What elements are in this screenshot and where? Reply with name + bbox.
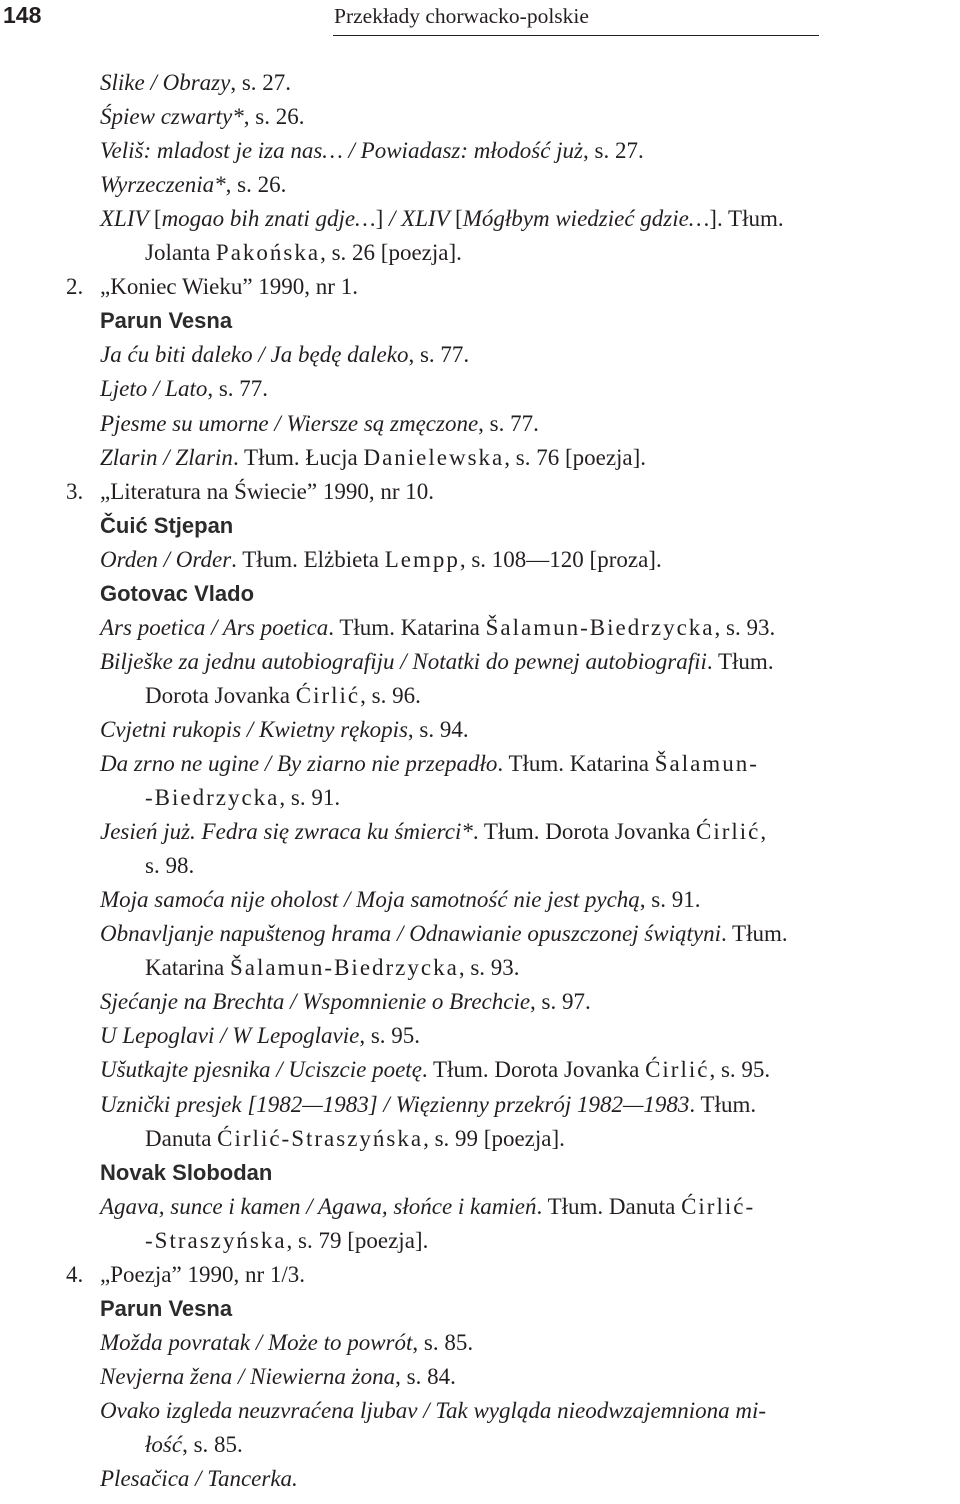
title-italic: Agava, sunce i kamen / Agawa, słońce i kamień: [100, 1193, 537, 1219]
title-italic: Cvjetni rukopis / Kwietny rękopis: [100, 716, 408, 742]
running-header-title: Przekłady chorwacko-polskie: [334, 4, 589, 28]
text-segment: „Literatura na Świecie” 1990, nr 10.: [100, 478, 435, 504]
title-italic: Ušutkajte pjesnika / Uciszcie poetę: [100, 1057, 422, 1083]
line-text: [100, 304, 232, 338]
bibliography-line: [0, 747, 960, 781]
title-italic: Ja ću biti daleko / Ja będę daleko: [100, 342, 409, 368]
bibliography-line: [0, 645, 960, 679]
title-italic: Da zrno ne ugine / By ziarno nie przepadło: [100, 751, 498, 776]
bibliography-line: [0, 611, 960, 645]
bibliography-line: [0, 713, 960, 747]
text-segment: , s. 77.: [207, 376, 269, 402]
translator-surname: Ćirlić-: [681, 1193, 756, 1219]
text-segment: . Tłum. Dorota Jovanka: [421, 1057, 646, 1083]
text-segment: . Tłum. Łucja: [232, 444, 364, 470]
text-segment: „Poezja” 1990, nr 1/3.: [100, 1261, 306, 1287]
text-segment: , s. 27.: [583, 138, 644, 164]
bibliography-line: [0, 849, 960, 883]
text-segment: , s. 85.: [412, 1329, 474, 1355]
bibliography-line: [0, 134, 960, 168]
bibliography-line: [0, 1292, 960, 1326]
entry-number: 4.: [66, 1261, 84, 1287]
bibliography-line: [0, 951, 960, 985]
text-segment: , s. 76 [poezja].: [504, 444, 647, 470]
line-text: [100, 985, 591, 1019]
title-italic: Ars poetica / Ars poetica: [100, 614, 329, 640]
line-text: [100, 1190, 755, 1224]
bibliography-line: [0, 168, 960, 202]
title-italic: Nevjerna žena / Niewierna żona: [100, 1363, 396, 1389]
text-segment: , s. 91.: [639, 887, 701, 913]
line-text: [100, 372, 268, 406]
line-text: [100, 883, 701, 917]
bibliography-line: [0, 781, 960, 815]
text-segment: ]: [375, 206, 384, 232]
line-text: [100, 1019, 420, 1053]
translator-surname: Šalamun-Biedrzycka: [485, 614, 715, 640]
line-text: [100, 168, 286, 202]
text-segment: , s. 96.: [360, 682, 421, 708]
text-segment: , s. 85.: [182, 1432, 243, 1457]
text-segment: s. 98.: [145, 853, 195, 879]
line-text: [100, 338, 469, 372]
text-segment: , s. 91.: [279, 785, 341, 811]
title-italic: XLIV: [100, 206, 154, 232]
text-segment: , s. 26.: [225, 172, 287, 198]
title-italic: Pjesme su umorne / Wiersze są zmęczone: [100, 410, 479, 436]
text-segment: , s. 26.: [243, 104, 305, 130]
bibliography-line: [0, 1122, 960, 1156]
text-segment: , s. 26 [poezja].: [320, 240, 462, 266]
title-italic: Plesačica / Tancerka.: [100, 1466, 298, 1492]
line-text: [100, 441, 646, 475]
line-text: [100, 1258, 305, 1292]
bibliography-line: [0, 66, 960, 100]
bibliography-line: [0, 1326, 960, 1360]
line-text: [100, 713, 469, 747]
author-name: Gotovac Vlado: [100, 580, 255, 606]
text-segment: . Tłum. Dorota Jovanka: [472, 819, 696, 845]
text-segment: , s. 79 [poezja].: [286, 1227, 429, 1253]
bibliography-line: [0, 441, 960, 475]
text-segment: . Tłum.: [706, 648, 774, 674]
line-text: [100, 1088, 756, 1122]
text-segment: , s. 108—120 [proza].: [459, 546, 662, 572]
line-text: [100, 1053, 770, 1087]
text-segment: . Tłum. Danuta: [536, 1193, 682, 1219]
title-italic: Zlarin / Zlarin: [100, 444, 233, 470]
line-text: [100, 270, 358, 304]
page-number: 148: [3, 2, 42, 28]
text-segment: Katarina: [145, 955, 230, 981]
bibliography-line: [0, 577, 960, 611]
bibliography-line: [0, 372, 960, 406]
bibliography-line: [0, 1394, 960, 1428]
line-text: [100, 1360, 456, 1394]
bibliography-line: [0, 100, 960, 134]
line-text: [145, 1122, 565, 1156]
bibliography-line: [0, 202, 960, 236]
author-name: Novak Slobodan: [100, 1159, 273, 1185]
line-text: [100, 509, 233, 543]
bibliography-line: [0, 1156, 960, 1190]
text-segment: . Tłum. Katarina: [328, 614, 486, 640]
bibliography-line: [0, 1360, 960, 1394]
header-rule: [333, 35, 819, 36]
bibliography-line: [0, 917, 960, 951]
bibliography-line: [0, 1258, 960, 1292]
bibliography-line: [0, 1462, 960, 1496]
line-text: [145, 849, 194, 883]
bibliography-line: [0, 985, 960, 1019]
line-text: [100, 1394, 766, 1428]
line-text: [100, 1156, 272, 1190]
author-name: Parun Vesna: [100, 308, 233, 334]
text-segment: , s. 27.: [230, 70, 292, 95]
line-text: [100, 611, 775, 645]
bibliography-line: [0, 338, 960, 372]
text-segment: Danuta: [145, 1125, 218, 1151]
translator-surname: Pakońska: [215, 240, 321, 266]
title-italic: Veliš: mladost je iza nas… / Powiadasz: młodość już: [100, 138, 584, 164]
title-italic: Wyrzeczenia*: [100, 172, 226, 198]
line-text: [100, 1292, 232, 1326]
line-text: [100, 577, 254, 611]
title-italic: Orden / Order: [100, 546, 232, 572]
line-text: [100, 645, 774, 679]
translator-surname: Šalamun-: [654, 751, 759, 776]
title-italic: Slike / Obrazy: [100, 70, 231, 95]
text-segment: . Tłum.: [720, 921, 788, 947]
text-segment: , s. 93.: [458, 955, 520, 981]
title-italic: Uznički presjek [1982—1983] / Więzienny przekrój 1982—1983: [100, 1091, 690, 1117]
title-italic: mogao bih znati gdje…: [161, 206, 376, 232]
text-segment: , s. 84.: [395, 1363, 456, 1389]
title-italic: U Lepoglavi / W Lepoglavie: [100, 1023, 360, 1049]
bibliography-line: [0, 509, 960, 543]
text-segment: , s. 99 [poezja].: [423, 1125, 565, 1151]
bibliography-line: [0, 236, 960, 270]
title-italic: Sjećanje na Brechta / Wspomnienie o Brechcie: [100, 989, 531, 1015]
title-italic: Ljeto / Lato: [100, 376, 208, 402]
translator-surname: Ćirlić: [295, 682, 361, 708]
bibliography-line: [0, 304, 960, 338]
line-text: [145, 951, 520, 985]
bibliography-line: [0, 1224, 960, 1258]
text-segment: „Koniec Wieku” 1990, nr 1.: [100, 274, 358, 300]
translator-surname: -Straszyńska: [145, 1227, 287, 1253]
text-segment: Dorota Jovanka: [145, 682, 296, 708]
line-text: [100, 407, 539, 441]
translator-surname: Ćirlić: [645, 1057, 710, 1083]
bibliography-line: [0, 1428, 960, 1462]
bibliography-line: [0, 543, 960, 577]
title-italic: Obnavljanje napuštenog hrama / Odnawianie opuszczonej świątyni: [100, 921, 721, 947]
translator-surname: Šalamun-Biedrzycka: [229, 955, 459, 981]
text-segment: , s. 95.: [709, 1057, 771, 1083]
line-text: [145, 1224, 428, 1258]
text-segment: . Tłum.: [689, 1091, 757, 1117]
text-segment: , s. 95.: [359, 1023, 421, 1049]
bibliography-line: [0, 407, 960, 441]
line-text: [100, 66, 291, 100]
text-segment: , s. 77.: [478, 410, 539, 436]
line-text: [100, 100, 304, 134]
entry-number: 3.: [66, 478, 84, 504]
line-text: [100, 747, 759, 781]
text-segment: , s. 97.: [530, 989, 591, 1015]
bibliography-line: [0, 1019, 960, 1053]
entry-number: 2.: [66, 274, 84, 300]
text-segment: , s. 93.: [714, 614, 776, 640]
author-name: Čuić Stjepan: [100, 512, 234, 538]
bibliography-line: [0, 1190, 960, 1224]
text-segment: , s. 77.: [408, 342, 470, 368]
title-italic: / XLIV: [383, 206, 456, 232]
line-text: [145, 236, 462, 270]
translator-surname: Lempp: [384, 546, 460, 572]
bibliography-line: [0, 883, 960, 917]
text-segment: [: [153, 206, 162, 232]
title-italic: Bilješke za jednu autobiografiju / Notatki do pewnej autobiografii: [100, 648, 707, 674]
title-italic: łość: [145, 1432, 183, 1457]
line-text: [145, 781, 340, 815]
bibliography-line: [0, 270, 960, 304]
bibliography-line: [0, 815, 960, 849]
line-text: [100, 815, 766, 849]
text-segment: . Tłum. Katarina: [497, 751, 655, 776]
translator-surname: -Biedrzycka: [145, 785, 280, 811]
title-italic: Mógłbym wiedzieć gdzie…: [462, 206, 710, 232]
translator-surname: Ćirlić: [696, 819, 761, 845]
title-italic: Śpiew czwarty*: [100, 104, 244, 130]
translator-surname: Danielewska: [363, 444, 505, 470]
text-segment: Jolanta: [145, 240, 216, 266]
line-text: [100, 475, 434, 509]
author-name: Parun Vesna: [100, 1295, 233, 1321]
translator-surname: Ćirlić-Straszyńska: [217, 1125, 424, 1151]
text-segment: ]. Tłum.: [709, 206, 784, 232]
bibliography-line: [0, 475, 960, 509]
title-italic: Moja samoća nije oholost / Moja samotność nie jest pychą: [100, 887, 640, 913]
bibliography-line: [0, 1088, 960, 1122]
line-text: [100, 1462, 298, 1496]
text-segment: , s. 94.: [407, 716, 469, 742]
text-segment: ,: [760, 819, 767, 845]
line-text: [100, 1326, 473, 1360]
line-text: [100, 917, 788, 951]
title-italic: Možda povratak / Może to powrót: [100, 1329, 413, 1355]
line-text: [145, 679, 421, 713]
text-segment: [: [455, 206, 463, 232]
title-italic: Jesień już. Fedra się zwraca ku śmierci*: [100, 819, 473, 845]
text-segment: . Tłum. Elżbieta: [231, 546, 385, 572]
line-text: [145, 1428, 243, 1462]
line-text: [100, 543, 662, 577]
line-text: [100, 202, 784, 236]
bibliography-line: [0, 679, 960, 713]
line-text: [100, 134, 644, 168]
title-italic: Ovako izgleda neuzvraćena ljubav / Tak wygląda nieodwzajemniona mi-: [100, 1397, 767, 1423]
bibliography-line: [0, 1053, 960, 1087]
